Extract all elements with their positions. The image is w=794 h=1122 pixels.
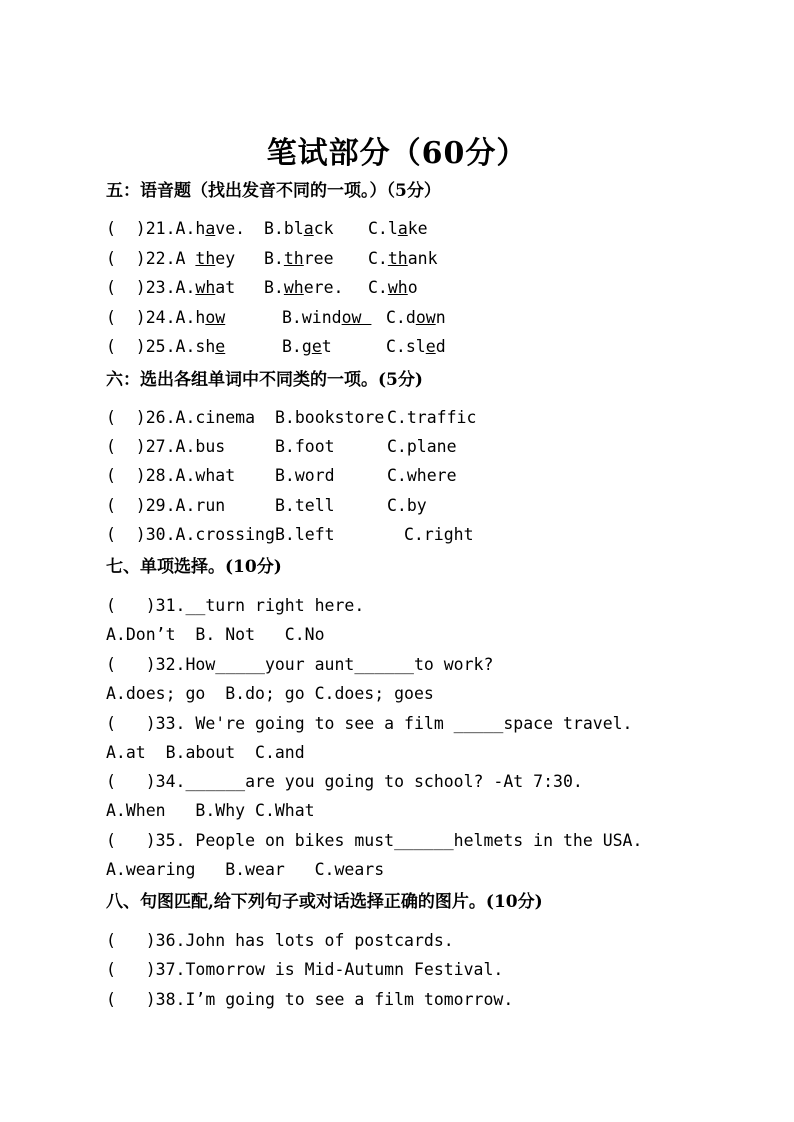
underlined-letters: wh — [387, 278, 408, 297]
option-c: C.where — [387, 466, 457, 485]
underlined-letters: wh — [283, 278, 304, 297]
option-text: C.l — [368, 219, 398, 238]
option-text: ank — [407, 249, 438, 268]
option-text: ree — [303, 249, 334, 268]
question-stem: ( )38.I’m going to see a film tomorrow. — [106, 990, 514, 1009]
option-text: B. — [264, 249, 284, 268]
underlined-letters: a — [397, 219, 408, 238]
underlined-letters: a — [303, 219, 314, 238]
option-text: sh — [195, 337, 216, 356]
option-text: ere. — [303, 278, 344, 297]
section-7-heading: 七、单项选择。(10分) — [106, 557, 282, 577]
question-stem: ( )32.How_____your aunt______to work? — [106, 655, 494, 674]
underlined-letters: th — [195, 249, 216, 268]
option-text: at — [215, 278, 236, 297]
underlined-letters: e — [215, 337, 226, 356]
option-c — [368, 278, 418, 298]
underlined-letters: ow — [341, 308, 372, 327]
option-b — [264, 249, 334, 269]
option-c — [368, 249, 438, 269]
option-text: B.g — [282, 337, 312, 356]
option-c: C.traffic — [387, 408, 477, 427]
question-number: ( )23.A. — [106, 278, 196, 297]
section-8-heading: 八、句图匹配,给下列句子或对话选择正确的图片。(10分) — [106, 892, 543, 912]
underlined-letters: e — [311, 337, 322, 356]
question-row — [106, 437, 666, 457]
option-c: C.by — [387, 496, 427, 515]
question-stem: ( )34.______are you going to school? -At 7:30. — [106, 772, 583, 791]
option-text: d — [435, 337, 446, 356]
option-b: B.foot — [275, 437, 335, 456]
question-stem: ( )33. We're going to see a film _____space travel. — [106, 714, 633, 733]
question-row — [106, 249, 666, 269]
question-row — [106, 278, 666, 298]
question-row — [106, 219, 666, 239]
question-row — [106, 525, 666, 545]
option-a — [106, 278, 235, 298]
answer-options: A.Don’t B. Not C.No — [106, 625, 325, 644]
underlined-letters: th — [283, 249, 304, 268]
option-b — [282, 308, 371, 328]
option-c — [368, 219, 428, 239]
option-text: ck — [313, 219, 334, 238]
option-text: B. — [264, 278, 284, 297]
option-text: C. — [368, 278, 388, 297]
option-a — [106, 249, 235, 269]
option-text: h — [195, 219, 206, 238]
option-text: n — [435, 308, 446, 327]
option-a — [106, 308, 225, 328]
option-a: ( )26.A.cinema — [106, 408, 256, 427]
option-a — [106, 337, 225, 357]
option-text: ey — [215, 249, 236, 268]
option-c — [386, 308, 446, 328]
option-b — [264, 278, 344, 298]
option-a: ( )27.A.bus — [106, 437, 226, 456]
underlined-letters: wh — [195, 278, 216, 297]
option-text: h — [195, 308, 206, 327]
section-5-heading: 五：语音题（找出发音不同的一项。）（5分） — [106, 181, 441, 201]
underlined-letters: a — [205, 219, 216, 238]
option-a: ( )29.A.run — [106, 496, 226, 515]
page-title: 笔试部分（60分） — [266, 136, 528, 171]
question-stem: ( )31.__turn right here. — [106, 596, 365, 615]
question-row — [106, 466, 666, 486]
answer-options: A.wearing B.wear C.wears — [106, 860, 385, 879]
option-a — [106, 219, 245, 239]
option-a: ( )28.A.what — [106, 466, 236, 485]
option-b — [264, 219, 334, 239]
underlined-letters: ow — [205, 308, 226, 327]
option-text: B.wind — [282, 308, 342, 327]
option-c — [386, 337, 446, 357]
option-text: C.d — [386, 308, 416, 327]
option-text: ve. — [215, 219, 246, 238]
section-6-heading: 六：选出各组单词中不同类的一项。(5分) — [106, 370, 423, 390]
option-b — [282, 337, 332, 357]
question-number: ( )21.A. — [106, 219, 196, 238]
answer-options: A.does; go B.do; go C.does; goes — [106, 684, 434, 703]
question-row — [106, 308, 666, 328]
option-b: B.word — [275, 466, 335, 485]
question-number: ( )22.A — [106, 249, 196, 268]
underlined-letters: ow — [415, 308, 436, 327]
question-stem: ( )36.John has lots of postcards. — [106, 931, 454, 950]
option-text: ke — [407, 219, 428, 238]
question-row — [106, 337, 666, 357]
option-c: C.plane — [387, 437, 457, 456]
option-text: B.bl — [264, 219, 304, 238]
question-stem: ( )37.Tomorrow is Mid-Autumn Festival. — [106, 960, 504, 979]
question-row — [106, 408, 666, 428]
question-stem: ( )35. People on bikes must______helmets in the USA. — [106, 831, 643, 850]
option-a: ( )30.A.crossing — [106, 525, 275, 544]
underlined-letters: th — [387, 249, 408, 268]
option-c: C.right — [404, 525, 474, 544]
option-text: C. — [368, 249, 388, 268]
option-b: B.tell — [275, 496, 335, 515]
option-text: o — [407, 278, 418, 297]
option-b: B.left — [275, 525, 335, 544]
question-number: ( )24.A. — [106, 308, 196, 327]
underlined-letters: e — [425, 337, 436, 356]
option-text: t — [321, 337, 332, 356]
answer-options: A.at B.about C.and — [106, 743, 305, 762]
option-text: C.sl — [386, 337, 426, 356]
option-b: B.bookstore — [275, 408, 385, 427]
question-row — [106, 496, 666, 516]
question-number: ( )25.A. — [106, 337, 196, 356]
answer-options: A.When B.Why C.What — [106, 801, 315, 820]
